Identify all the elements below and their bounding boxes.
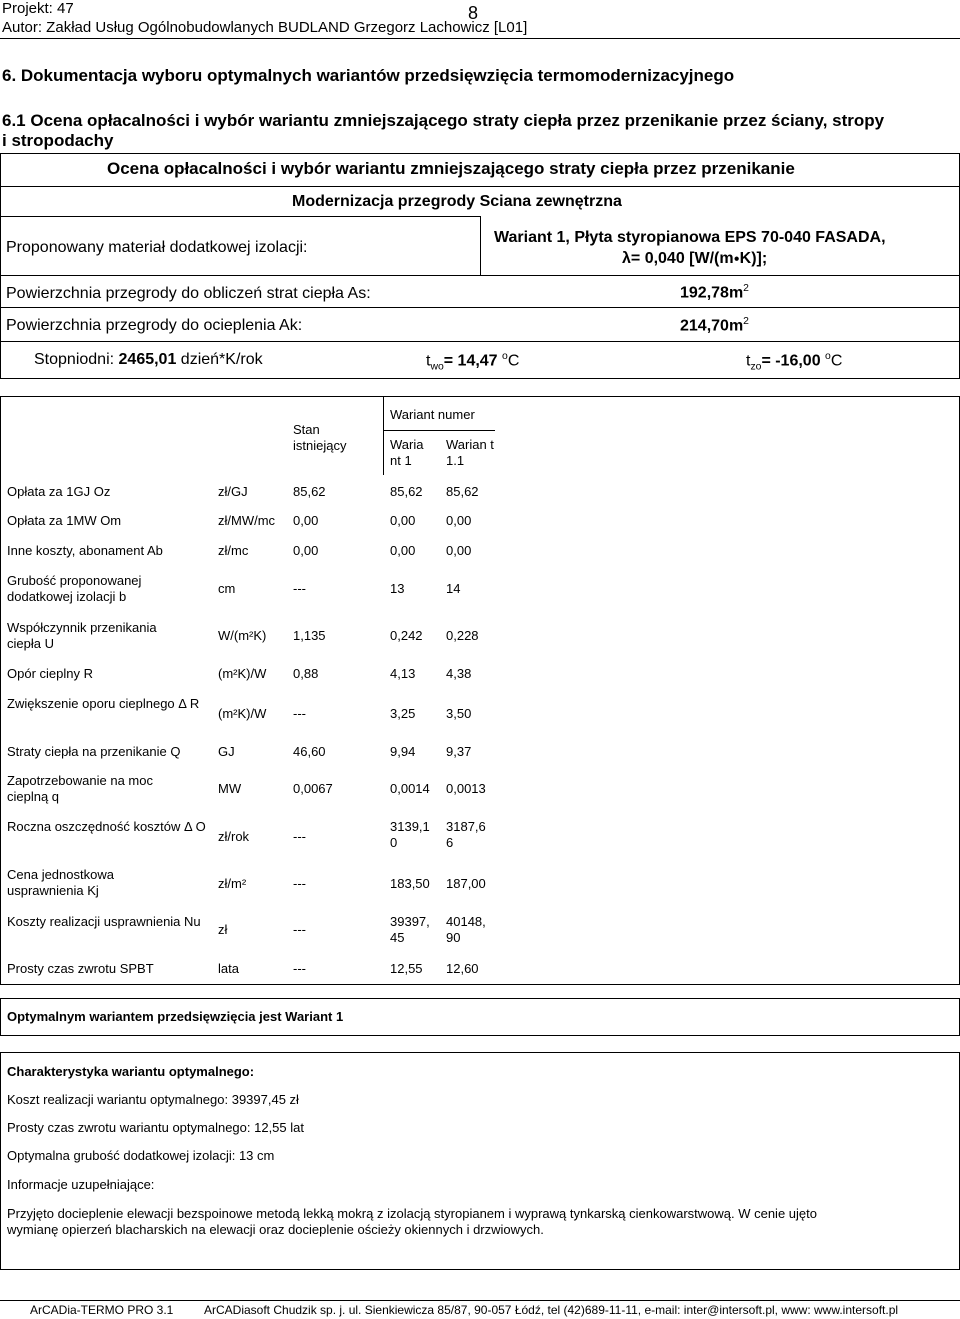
row-label: Opłata za 1MW Om xyxy=(7,513,122,528)
row-v11: 12,60 xyxy=(446,961,479,976)
row-unit: zł/GJ xyxy=(218,484,248,499)
row-existing: 1,135 xyxy=(293,628,326,643)
row-existing: 0,00 xyxy=(293,513,319,528)
row-existing: 0,88 xyxy=(293,666,319,681)
material-label: Proponowany materiał dodatkowej izolacji: xyxy=(6,239,308,256)
row-v1: 85,62 xyxy=(390,484,423,499)
page-number: 8 xyxy=(468,3,479,23)
box-divider-1 xyxy=(0,186,960,187)
row-v11: 14 xyxy=(446,581,461,596)
row-v1: 4,13 xyxy=(390,666,416,681)
row-existing: 0,00 xyxy=(293,543,319,558)
row-existing: --- xyxy=(293,922,306,937)
area-ak-value: $214,70m^2$ xyxy=(680,316,749,335)
box-divider-5 xyxy=(0,341,960,342)
subsection-title-line2: i stropodachy xyxy=(2,131,114,150)
row-v1: 12,55 xyxy=(390,961,423,976)
row-label: Inne koszty, abonament Ab xyxy=(7,543,163,558)
row-label: Roczna oszczędność kosztów Δ O xyxy=(7,819,206,834)
row-label: Prosty czas zwrotu SPBT xyxy=(7,961,154,976)
row-v11: 187,00 xyxy=(446,876,486,891)
row-unit: zł xyxy=(218,922,228,937)
row-label: Grubość proponowanej dodatkowej izolacji b xyxy=(7,573,142,604)
project-label: Projekt: 47 xyxy=(2,0,74,17)
header-existing: Stan istniejący xyxy=(293,422,347,453)
box-vdivider xyxy=(480,216,481,275)
row-unit: zł/rok xyxy=(218,829,250,844)
row-label: Straty ciepła na przenikanie Q xyxy=(7,744,181,759)
row-label: Zapotrzebowanie na moc cieplną q xyxy=(7,773,153,804)
row-unit: MW xyxy=(218,781,242,796)
row-unit: zł/m² xyxy=(218,876,247,891)
header-variant-1-1: Warian t 1.1 xyxy=(446,437,494,468)
table-vdivider xyxy=(383,396,384,475)
box-title: Ocena opłacalności i wybór wariantu zmniejszającego straty ciepła przez przenikanie xyxy=(107,159,795,178)
author-label: Autor: Zakład Usług Ogólnobudowlanych BUDLAND Grzegorz Lachowicz [L01] xyxy=(2,19,528,36)
row-v1: 13 xyxy=(390,581,405,596)
row-existing: 46,60 xyxy=(293,744,326,759)
row-v1: 9,94 xyxy=(390,744,416,759)
info-label: Informacje uzupełniające: xyxy=(7,1177,155,1192)
row-label: Opłata za 1GJ Oz xyxy=(7,484,111,499)
optimal-payback: Prosty czas zwrotu wariantu optymalnego: 12,55 lat xyxy=(7,1120,304,1135)
section-title: 6. Dokumentacja wyboru optymalnych wariantów przedsięwzięcia termomodernizacyjnego xyxy=(2,66,735,85)
row-unit: GJ xyxy=(218,744,235,759)
row-v11: 0,00 xyxy=(446,543,472,558)
row-v11: 0,0013 xyxy=(446,781,486,796)
row-v11: 0,00 xyxy=(446,513,472,528)
area-ak-label: Powierzchnia przegrody do ocieplenia Ak: xyxy=(6,317,303,334)
optimal-thickness: Optymalna grubość dodatkowej izolacji: 13 cm xyxy=(7,1148,275,1163)
optimal-title: Optymalnym wariantem przedsięwzięcia jest Wariant 1 xyxy=(7,1009,344,1024)
row-label: Zwiększenie oporu cieplnego Δ R xyxy=(7,696,200,711)
row-unit: zł/MW/mc xyxy=(218,513,276,528)
row-v11: 3,50 xyxy=(446,706,472,721)
subsection-title-line1: 6.1 Ocena opłacalności i wybór wariantu zmniejszającego straty ciepła przez przenikanie przez ściany, stropy xyxy=(2,111,885,130)
row-v1: 0,00 xyxy=(390,513,416,528)
table-hdivider xyxy=(383,430,495,431)
row-label: Cena jednostkowa usprawnienia Kj xyxy=(7,867,114,898)
box-divider-3 xyxy=(0,275,960,276)
row-v11: 85,62 xyxy=(446,484,479,499)
footer-divider xyxy=(0,1300,960,1301)
box-divider-4 xyxy=(0,307,960,308)
footer-company: ArCADiasoft Chudzik sp. j. ul. Sienkiewicza 85/87, 90-057 Łódź, tel (42)689-11-11, e-mail: inter@intersoft.pl, www: www.intersoft.pl xyxy=(204,1303,899,1317)
row-v11: 3187,6 6 xyxy=(446,819,486,850)
box-divider-2 xyxy=(0,216,480,217)
area-as-label: Powierzchnia przegrody do obliczeń strat ciepła As: xyxy=(6,285,371,302)
row-label: Współczynnik przenikania ciepła U xyxy=(7,620,157,651)
optimal-cost: Koszt realizacji wariantu optymalnego: 39397,45 zł xyxy=(7,1092,299,1107)
header-variant-1: Waria nt 1 xyxy=(390,437,424,468)
row-v11: 40148, 90 xyxy=(446,914,486,945)
degree-days: Stopniodni: 2465,01 dzień*K/rok xyxy=(34,351,263,368)
row-unit: (m²K)/W xyxy=(218,666,267,681)
t-zo: $t_{zo}= -16,00$ $^o$C xyxy=(746,351,843,373)
modernization-label: Modernizacja przegrody Sciana zewnętrzna xyxy=(292,193,622,210)
row-existing: 0,0067 xyxy=(293,781,333,796)
row-label: Koszty realizacji usprawnienia Nu xyxy=(7,914,201,929)
row-unit: (m²K)/W xyxy=(218,706,267,721)
row-existing: --- xyxy=(293,829,306,844)
footer-software: ArCADia-TERMO PRO 3.1 xyxy=(30,1303,174,1317)
row-existing: --- xyxy=(293,961,306,976)
info-line1: Przyjęto docieplenie elewacji bezspoinowe metodą lekką mokrą z izolacją styropianem i wyprawą tynkarską cienkowarstwową. W cenie ujęto xyxy=(7,1206,817,1221)
header-divider xyxy=(0,38,960,39)
row-v1: 3,25 xyxy=(390,706,416,721)
row-v11: 9,37 xyxy=(446,744,472,759)
row-existing: --- xyxy=(293,706,306,721)
row-v1: 0,0014 xyxy=(390,781,430,796)
row-v1: 39397, 45 xyxy=(390,914,430,945)
material-value-line1: Wariant 1, Płyta styropianowa EPS 70-040 FASADA, xyxy=(494,229,886,246)
row-label: Opór cieplny R xyxy=(7,666,93,681)
characteristics-title: Charakterystyka wariantu optymalnego: xyxy=(7,1064,255,1079)
material-value-line2: λ= 0,040 [W/(m●K)]; xyxy=(622,250,768,267)
t-wo: $t_{wo}= 14,47$ $^o$C xyxy=(426,351,520,373)
header-variant-number: Wariant numer xyxy=(390,407,475,422)
area-as-value: $192,78m^2$ xyxy=(680,283,749,302)
row-existing: --- xyxy=(293,876,306,891)
row-v1: 0,242 xyxy=(390,628,423,643)
row-v11: 4,38 xyxy=(446,666,472,681)
row-v1: 0,00 xyxy=(390,543,416,558)
row-v1: 183,50 xyxy=(390,876,430,891)
row-unit: zł/mc xyxy=(218,543,249,558)
row-v11: 0,228 xyxy=(446,628,479,643)
info-line2: wymianę opierzeń blacharskich na elewacji oraz docieplenie ościeży okiennych i drzwiowych. xyxy=(7,1222,544,1237)
row-existing: --- xyxy=(293,581,306,596)
row-unit: lata xyxy=(218,961,239,976)
row-unit: W/(m²K) xyxy=(218,628,267,643)
row-v1: 3139,1 0 xyxy=(390,819,430,850)
row-unit: cm xyxy=(218,581,236,596)
row-existing: 85,62 xyxy=(293,484,326,499)
